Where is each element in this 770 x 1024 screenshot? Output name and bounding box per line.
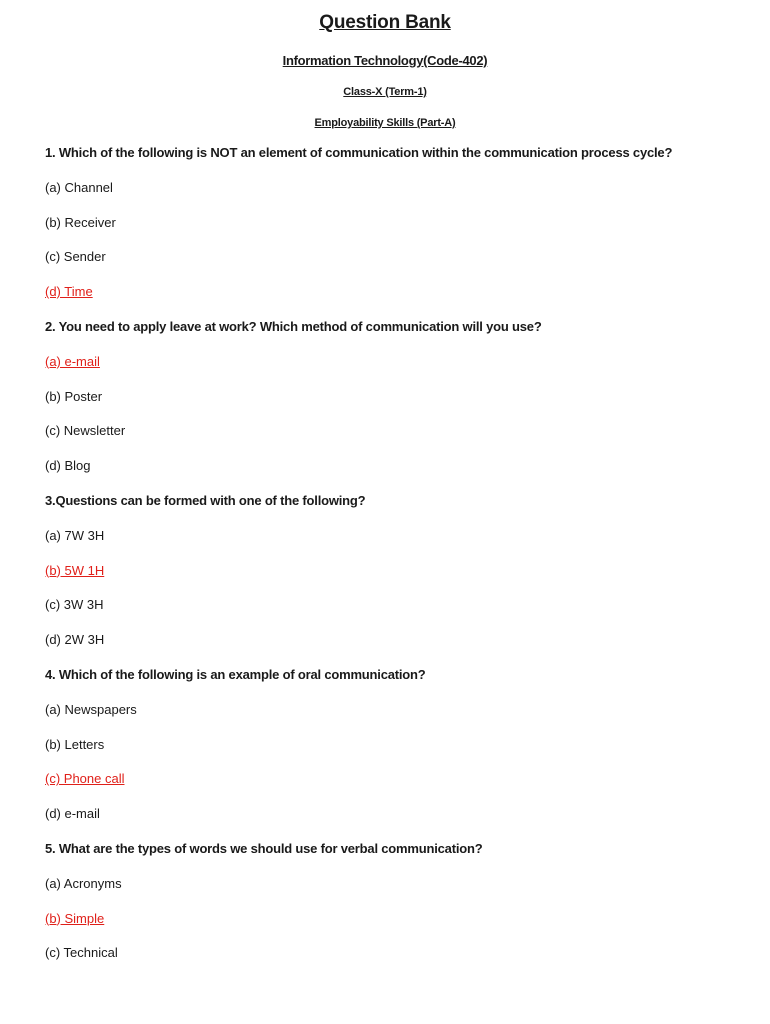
option-item: (a) 7W 3H (45, 527, 105, 543)
answer-option: (d) Time (45, 284, 93, 300)
option-item: (c) 3W 3H (45, 597, 104, 613)
answer-option: (b) Simple (45, 910, 105, 926)
option-list (45, 354, 745, 493)
question-3 (45, 493, 745, 667)
question-5 (45, 841, 745, 980)
document-title: Question Bank (319, 12, 451, 33)
answer-option: (c) Phone call (45, 771, 125, 787)
option-item: (a) Acronyms (45, 875, 122, 891)
option-item: (b) Letters (45, 736, 105, 752)
answer-option: (b) 5W 1H (45, 562, 105, 578)
option-item: (a) Newspapers (45, 701, 137, 717)
question-text: 1. Which of the following is NOT an element of communication within the communication process cycle? (45, 145, 673, 160)
section-heading: Employability Skills (Part-A) (314, 117, 456, 129)
question-list (45, 145, 745, 980)
class-heading: Class-X (Term-1) (343, 86, 427, 98)
answer-option: (a) e-mail (45, 353, 100, 369)
option-item: (c) Technical (45, 945, 118, 961)
question-4 (45, 667, 745, 841)
option-item: (c) Sender (45, 249, 106, 265)
option-item: (d) e-mail (45, 806, 100, 822)
option-item: (d) Blog (45, 458, 91, 474)
question-2 (45, 319, 745, 493)
question-text: 5. What are the types of words we should use for verbal communication? (45, 840, 483, 856)
option-list (45, 702, 745, 841)
question-text: 2. You need to apply leave at work? Which method of communication will you use? (45, 318, 542, 334)
option-list (45, 180, 745, 319)
option-item: (a) Channel (45, 179, 113, 195)
option-item: (c) Newsletter (45, 423, 126, 439)
subject-heading: Information Technology(Code-402) (282, 53, 488, 68)
option-list (45, 528, 745, 667)
question-text: 4. Which of the following is an example of oral communication? (45, 666, 426, 682)
option-item: (d) 2W 3H (45, 632, 105, 648)
question-1 (45, 145, 745, 319)
option-item: (b) Receiver (45, 214, 116, 230)
option-list (45, 876, 745, 980)
option-item: (b) Poster (45, 388, 103, 404)
question-text: 3.Questions can be formed with one of the following? (45, 492, 366, 508)
